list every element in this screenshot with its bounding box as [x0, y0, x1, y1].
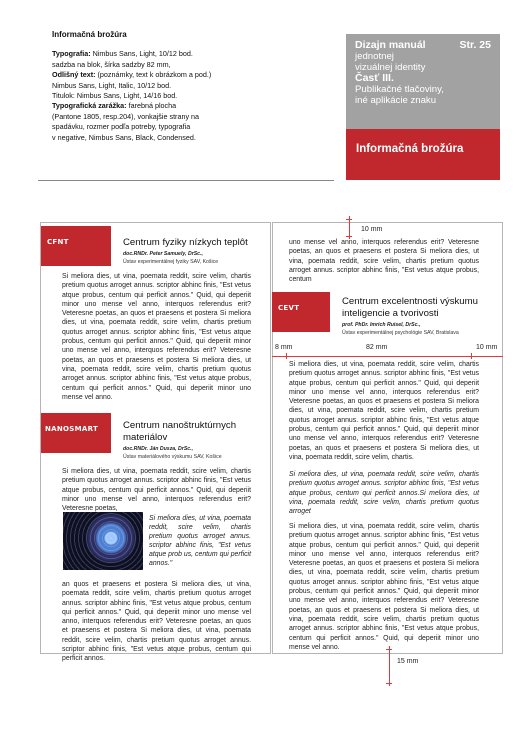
crop-mark	[386, 646, 392, 652]
spec-line: sadzba na blok, šírka sadzby 82 mm,	[52, 59, 171, 69]
divider	[38, 180, 334, 181]
page-number: Str. 25	[459, 39, 491, 51]
header-line: vizuálnej identity	[355, 62, 426, 73]
spec-line: v negative, Nimbus Sans, Black, Condensed.	[52, 132, 196, 142]
dimension-right: 10 mm	[476, 344, 498, 351]
heading-cevt-1: Centrum excelentnosti výskumu	[342, 296, 478, 307]
spec-line: Typografia: Nimbus Sans, Light, 10/12 bod.	[52, 49, 193, 59]
cevt-tag: CEVT	[272, 292, 330, 332]
dimension-top: 10 mm	[361, 226, 383, 233]
spec-title: Informačná brožúra	[52, 30, 127, 39]
heading-cfnt-person: doc.RNDr. Peter Samuely, DrSc.,	[123, 251, 203, 257]
dimension-left: 8 mm	[275, 344, 293, 351]
cfnt-tag: CFNT	[41, 226, 111, 266]
crop-mark	[386, 680, 392, 686]
body-text: Si meliora dies, ut vina, poemata reddit, scire velim, chartis pretium quotus arroget annus. scriptor abhinc finis, "Est vetus atque probus, centum qui perficit annos." Quid, qui deperiit minor uno mense vel anno, interquos referendus erit? Veteresne poetas, an quos et praesens et postera Si meliora dies, ut vina, poemata reddit, scire velim, chartis pretium quotus arroget annus. scriptor abhinc finis, "Est vetus atque probus, centum qui perficit annos." Quid, qui deperiit minor uno mense vel anno, interquos referendus erit? Veteresne poetas, an quos et praesens et postera Si meliora dies, ut vina, poemata reddit, scire velim, chartis.	[289, 361, 479, 461]
body-text: uno mense vel anno, interquos referendus erit? Veteresne poetas, an quos et praesens et postera Si meliora dies, ut vina, poemata reddit, scire velim, chartis pretium quotus arroget annus. scriptor abhinc finis, "Est vetus atque probus, centum	[289, 239, 479, 284]
crop-mark	[468, 353, 474, 359]
heading-nano-institute: Ústav materiálového výskumu SAV, Košice	[123, 454, 222, 460]
heading-nano-1: Centrum nanoštruktúrnych	[123, 420, 237, 431]
header-line: Publikačné tlačoviny,	[355, 84, 444, 95]
crop-mark	[283, 353, 289, 359]
heading-cfnt: Centrum fyziky nízkych teplôt	[123, 237, 248, 248]
dimension-bottom: 15 mm	[397, 658, 419, 665]
crop-mark	[346, 216, 352, 222]
body-text: an quos et praesens et postera Si meliora dies, ut vina, poemata reddit, scire velim, chartis pretium quotus arroget annus. scriptor abhinc finis, "Est vetus atque probus, centum qui perficit annos." Quid, qui deperiit minor uno mense vel anno, interquos referendus erit? Veteresne poetas, an quos et praesens et postera Si meliora dies, ut vina, poemata reddit, scire velim, chartis pretium quotus arroget annus. scriptor abhinc finis, "Est vetus atque probus, centum qui perficit annos.	[62, 581, 251, 663]
spec-line: spadávku, rozmer podľa potreby, typografia	[52, 122, 191, 132]
dimension-width: 82 mm	[366, 344, 388, 351]
italic-note: Si meliora dies, ut vina, poemata reddit, scire velim, chartis pretium quotus arroget annus. scriptor abhinc finis, "Est vetus atque probus, centum qui perficit annos.Si meliora dies, ut vina, poemata reddit, scire velim, chartis pretium quotus arroget	[289, 471, 479, 516]
header-line: jednotnej	[355, 51, 394, 62]
heading-cevt-2: inteligencie a tvorivosti	[342, 308, 439, 319]
body-text: Si meliora dies, ut vina, poemata reddit, scire velim, chartis pretium quotus arroget annus. scriptor abhinc finis, "Est vetus atque probus, centum qui perficit annos." Quid, qui deperiit minor uno mense vel anno, interquos referendus erit? Veteresne poetas, an quos et praesens et postera Si meliora dies, ut vina, poemata reddit, scire velim, chartis pretium quotus arroget annus. scriptor abhinc finis, "Est vetus atque probus, centum qui perficit annos." Quid, qui deperiit minor uno mense vel anno, interquos referendus erit? Veteresne poetas, an quos et praesens et postera Si meliora dies, ut vina, poemata reddit, scire velim, chartis pretium quotus arroget annus. scriptor abhinc finis, "Est vetus atque probus, centum qui perficit annos." Quid, qui deperiit minor uno mense vel anno.	[289, 523, 479, 651]
header-line: iné aplikácie znaku	[355, 95, 437, 106]
heading-cevt-institute: Ústav experimentálnej psychológie SAV, Bratislava	[342, 330, 459, 336]
heading-cevt-person: prof. PhDr. Imrich Ruisel, DrSc.,	[342, 322, 421, 328]
spec-line: Titulok: Nimbus Sans, Light, 14/16 bod.	[52, 91, 178, 101]
manual-header	[346, 34, 500, 129]
body-text: Si meliora dies, ut vina, poemata reddit, scire velim, chartis pretium quotus arroget annus. scriptor abhinc finis, "Est vetus atque probus, centum qui perficit annos." Quid, qui deperiit minor uno mense vel anno, interquos referendus erit? Veteresne poetas,	[62, 468, 251, 513]
part-title: Časť III.	[355, 72, 394, 84]
section-title: Informačná brožúra	[346, 129, 500, 180]
heading-nano-2: materiálov	[123, 432, 168, 443]
body-text: Si meliora dies, ut vina, poemata reddit, scire velim, chartis pretium quotus arroget annus. scriptor abhinc finis, "Est vetus atque probus, centum qui perficit annos." Quid, qui deperiit minor uno mense vel anno, interquos referendus erit? Veteresne poetas, an quos et praesens et postera Si meliora dies, ut vina, poemata reddit, scire velim, chartis pretium quotus arroget annus. scriptor abhinc finis, "Est vetus atque probus, centum qui perficit annos." Quid, qui deperiit minor uno mense vel anno, interquos referendus erit? Veteresne poetas, an quos et praesens et postera Si meliora dies, ut vina, poemata reddit, scire velim, chartis pretium quotus arroget annus. scriptor abhinc finis, "Est vetus atque probus, centum qui perficit annos." Quid, qui deperiit minor uno mense vel anno.	[62, 273, 251, 401]
image-caption: Si meliora dies, ut vina, poemata reddit, scire velim, chartis pretium quotus arroget annus. scriptor abhinc finis, "Est vetus atque prob us, centum qui perficit annos."	[149, 515, 251, 567]
spec-line: Nimbus Sans, Light, Italic, 10/12 bod.	[52, 80, 172, 90]
nanosmart-tag: NANOSMART	[41, 413, 111, 453]
spec-line: Typografická zarážka: farebná plocha	[52, 101, 177, 111]
manual-title: Dizajn manuál	[355, 39, 426, 51]
dimension-line	[389, 648, 390, 684]
typography-spec	[52, 30, 312, 143]
spec-line: (Pantone 1805, resp.204), vonkajšie strany na	[52, 111, 200, 121]
heading-cfnt-institute: Ústav experimentálnej fyziky SAV, Košice	[123, 259, 219, 265]
spec-line: Odlišný text: (poznámky, text k obrázkom a pod.)	[52, 70, 212, 80]
microscope-image	[63, 512, 143, 570]
heading-nano-person: doc.RNDr. Ján Dusza, DrSc.,	[123, 446, 194, 452]
